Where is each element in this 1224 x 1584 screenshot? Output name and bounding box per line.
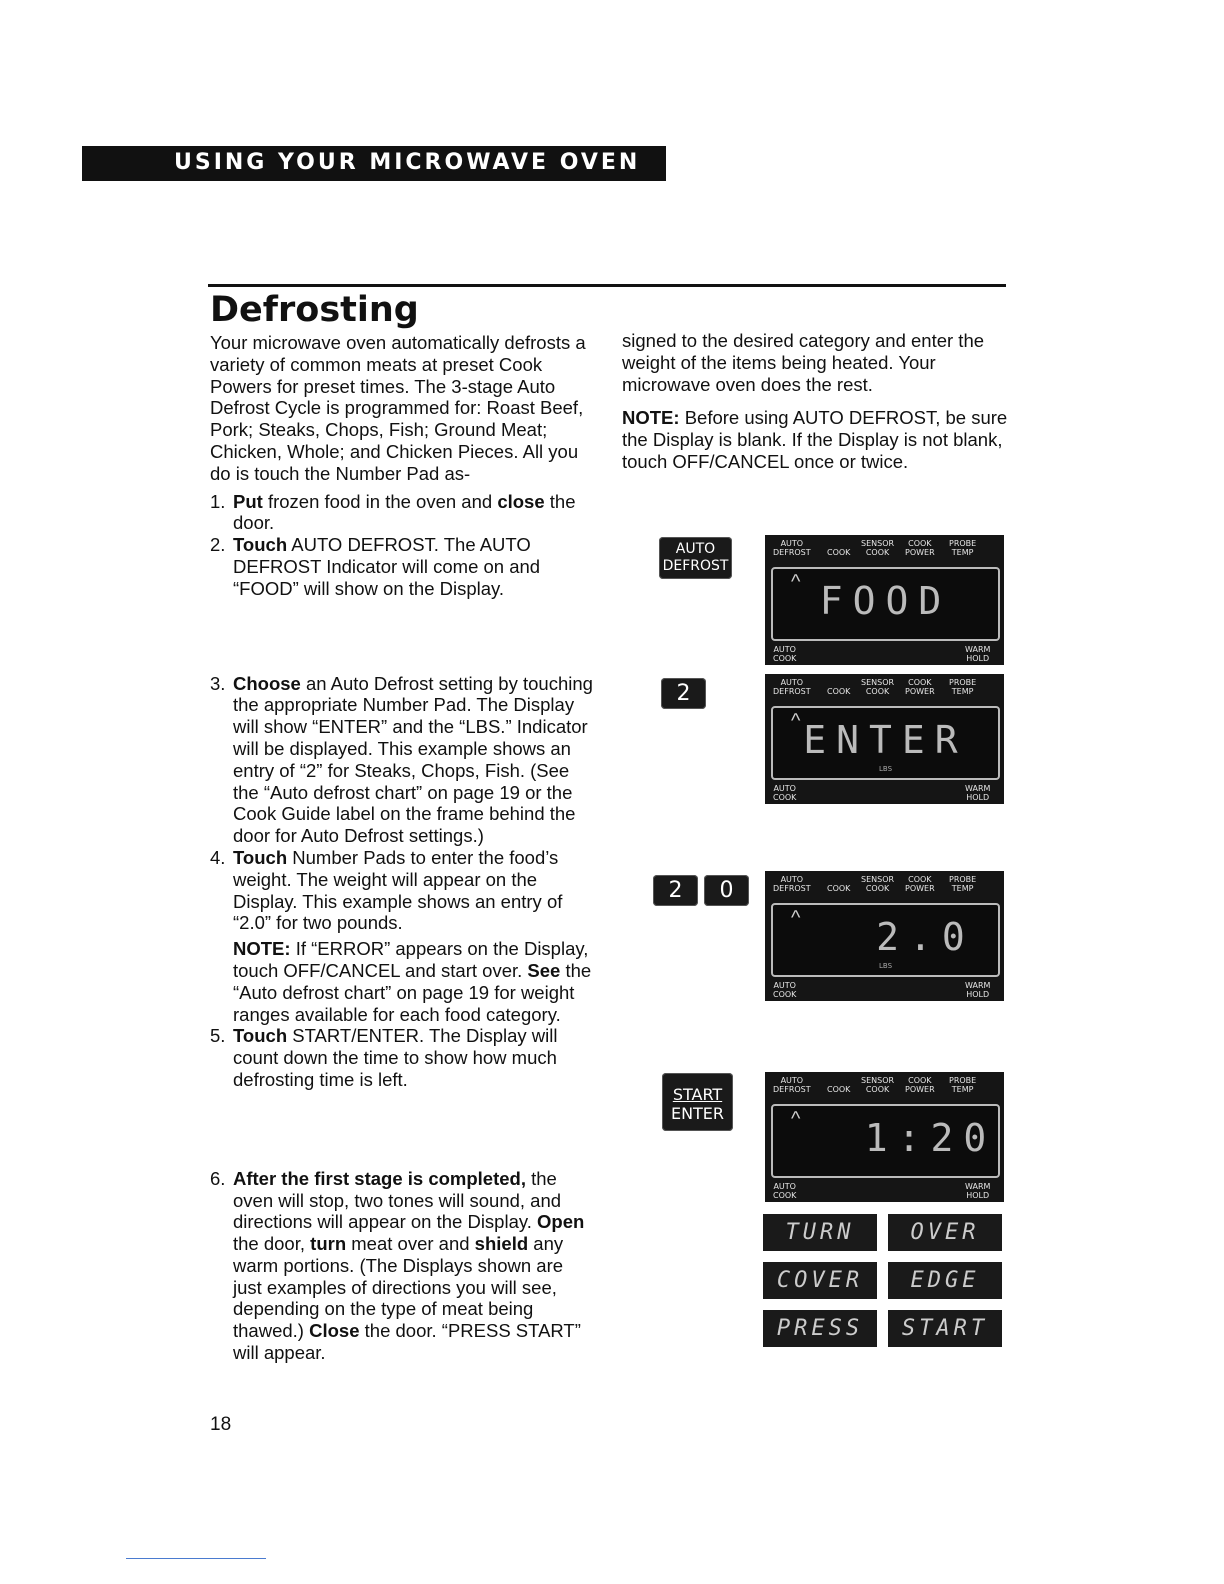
page-title: Defrosting <box>210 290 419 330</box>
step-verb: Put <box>233 490 263 512</box>
direction-panel: START <box>888 1310 1002 1347</box>
step-text: any warm portions. (The Displays shown are just examples of directions you will see, depending on the type of meat being thawed.) <box>233 1233 564 1342</box>
step-6 <box>210 1168 595 1364</box>
display-weight <box>765 871 1004 1001</box>
step-text: meat over and <box>346 1233 475 1255</box>
step-2 <box>210 534 595 599</box>
step-number: 2. <box>210 534 226 556</box>
display-readout: 2.0 <box>876 915 975 959</box>
top-note <box>622 407 1012 472</box>
display-screen <box>771 903 1000 977</box>
note-verb: See <box>527 959 561 981</box>
display-readout: 1:20 <box>864 1116 997 1160</box>
display-screen <box>771 706 1000 780</box>
indicator-lbs: LBS <box>878 765 893 773</box>
number-key-2: 2 <box>661 678 706 709</box>
indicator-cook-power: COOK POWER <box>905 539 935 557</box>
indicator-auto-defrost: AUTO DEFROST <box>773 539 811 557</box>
display-enter <box>765 674 1004 804</box>
step-3 <box>210 673 595 847</box>
indicator-auto-cook: AUTO COOK <box>773 1182 797 1200</box>
step-5 <box>210 1025 595 1090</box>
indicator-cook: COOK <box>827 687 851 696</box>
step-number: 3. <box>210 672 226 694</box>
step-verb: shield <box>474 1233 529 1255</box>
indicator-cook: COOK <box>827 548 851 557</box>
step-verb: Open <box>537 1211 585 1233</box>
number-key-0: 0 <box>704 875 749 906</box>
display-screen <box>771 1104 1000 1178</box>
steps-list <box>210 491 595 1364</box>
right-column <box>622 330 1012 473</box>
note-text: If “ERROR” appears on the Display, touch OFF/CANCEL and start over. <box>233 938 589 981</box>
section-banner <box>82 146 666 181</box>
number-key-2: 2 <box>653 875 698 906</box>
indicator-warm-hold: WARM HOLD <box>965 981 991 999</box>
direction-panel: OVER <box>888 1214 1002 1251</box>
start-enter-key <box>662 1073 733 1131</box>
note-text: Before using AUTO DEFROST, be sure the Display is blank. If the Display is not blank, touch OFF/CANCEL once or twice. <box>622 407 1008 472</box>
chevron-up-icon: ^ <box>791 571 801 593</box>
auto-defrost-key <box>659 537 732 579</box>
step-verb: close <box>497 490 545 512</box>
chevron-up-icon: ^ <box>791 710 801 732</box>
indicator-warm-hold: WARM HOLD <box>965 645 991 663</box>
indicator-cook-power: COOK POWER <box>905 875 935 893</box>
indicator-probe-temp: PROBE TEMP <box>949 539 977 557</box>
indicator-warm-hold: WARM HOLD <box>965 784 991 802</box>
step-text: AUTO DEFROST. The AUTO DEFROST Indicator will come on and “FOOD” will show on the Display. <box>233 534 541 599</box>
title-rule <box>208 284 1006 287</box>
indicator-auto-cook: AUTO COOK <box>773 784 797 802</box>
note-label: NOTE: <box>233 938 291 960</box>
step-text: the door, <box>233 1233 311 1255</box>
indicator-warm-hold: WARM HOLD <box>965 1182 991 1200</box>
step-verb: turn <box>310 1233 347 1255</box>
step-number: 4. <box>210 846 226 868</box>
indicator-sensor-cook: SENSOR COOK <box>861 875 895 893</box>
indicator-probe-temp: PROBE TEMP <box>949 875 977 893</box>
indicator-cook: COOK <box>827 884 851 893</box>
key-label: AUTO <box>675 541 716 557</box>
step-4 <box>210 847 595 1025</box>
direction-panel: PRESS <box>763 1310 877 1347</box>
step-4-note <box>233 938 595 1025</box>
indicator-auto-defrost: AUTO DEFROST <box>773 875 811 893</box>
indicator-probe-temp: PROBE TEMP <box>949 678 977 696</box>
step-verb: Touch <box>233 534 288 556</box>
step-verb: Choose <box>233 672 301 694</box>
step-text: the door. “PRESS START” will appear. <box>233 1320 581 1364</box>
display-screen <box>771 567 1000 641</box>
indicator-lbs: LBS <box>878 962 893 970</box>
step-number: 5. <box>210 1025 226 1047</box>
indicator-sensor-cook: SENSOR COOK <box>861 1076 895 1094</box>
key-label: ENTER <box>670 1104 725 1123</box>
step-text: the oven will stop, two tones will sound, and directions will appear on the Display. <box>233 1167 562 1233</box>
footer-divider <box>126 1558 266 1559</box>
key-label: START <box>672 1085 723 1104</box>
note-text: the “Auto defrost chart” on page 19 for weight ranges available for each food category. <box>233 959 592 1025</box>
step-verb: After the first stage is completed, <box>233 1167 526 1189</box>
display-food <box>765 535 1004 665</box>
step-verb: Touch <box>233 846 288 868</box>
intro-continued: signed to the desired category and enter the weight of the items being heated. Your microwave oven does the rest. <box>622 330 985 395</box>
chevron-up-icon: ^ <box>791 907 801 929</box>
step-text: an Auto Defrost setting by touching the appropriate Number Pad. The Display will show “ENTER” and the “LBS.” Indicator will be displayed. This example shows an entry of “2” for Steaks, Chops, Fish. (See the “Auto defrost chart” on page 19 or the Cook Guide label on the frame behind the door for Auto Defrost settings.) <box>233 672 593 847</box>
step-text: frozen food in the oven and <box>262 490 498 512</box>
step-number: 6. <box>210 1167 226 1189</box>
key-label: DEFROST <box>662 558 729 574</box>
indicator-probe-temp: PROBE TEMP <box>949 1076 977 1094</box>
display-readout: FOOD <box>819 579 952 623</box>
indicator-sensor-cook: SENSOR COOK <box>861 678 895 696</box>
indicator-cook-power: COOK POWER <box>905 1076 935 1094</box>
step-text: the door. <box>233 490 576 534</box>
step-verb: Touch <box>233 1025 288 1047</box>
section-banner-text: USING YOUR MICROWAVE OVEN <box>174 150 641 175</box>
left-column <box>210 332 595 1364</box>
step-verb: Close <box>309 1320 360 1342</box>
chevron-up-icon: ^ <box>791 1108 801 1130</box>
direction-panel: TURN <box>763 1214 877 1251</box>
step-text: Number Pads to enter the food’s weight. The weight will appear on the Display. This example shows an entry of “2.0” for two pounds. <box>233 846 563 934</box>
indicator-cook-power: COOK POWER <box>905 678 935 696</box>
direction-panel: EDGE <box>888 1262 1002 1299</box>
step-text: START/ENTER. The Display will count down the time to show how much defrosting time is left. <box>233 1025 558 1090</box>
indicator-sensor-cook: SENSOR COOK <box>861 539 895 557</box>
indicator-auto-defrost: AUTO DEFROST <box>773 678 811 696</box>
intro-paragraph: Your microwave oven automatically defrosts a variety of common meats at preset Cook Powers for preset times. The 3-stage Auto Defrost Cycle is programmed for: Roast Beef, Pork; Steaks, Chops, Fish; Ground Meat; Chicken, Whole; and Chicken Pieces. All you do is touch the Number Pad as- <box>210 332 586 484</box>
note-label: NOTE: <box>622 407 680 429</box>
direction-panel: COVER <box>763 1262 877 1299</box>
indicator-cook: COOK <box>827 1085 851 1094</box>
display-readout: ENTER <box>803 718 968 762</box>
indicator-auto-defrost: AUTO DEFROST <box>773 1076 811 1094</box>
step-1 <box>210 491 595 535</box>
step-number: 1. <box>210 490 226 512</box>
indicator-auto-cook: AUTO COOK <box>773 645 797 663</box>
display-countdown <box>765 1072 1004 1202</box>
indicator-auto-cook: AUTO COOK <box>773 981 797 999</box>
page-number: 18 <box>210 1414 232 1435</box>
